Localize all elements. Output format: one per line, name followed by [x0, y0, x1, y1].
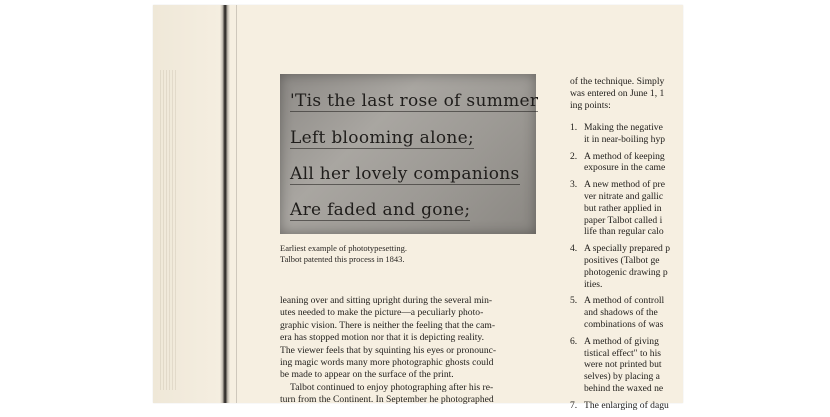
list-number: 2. [570, 150, 578, 162]
body-line: era has stopped motion nor that it is depicting reality. [280, 332, 484, 344]
binding-fold [220, 5, 230, 403]
body-line: Talbot continued to enjoy photographing after his re- [290, 381, 494, 393]
list-line: combinations of was [584, 318, 664, 330]
list-item [570, 151, 710, 175]
list-line: A specially prepared p [584, 243, 671, 255]
body-line: utes needed to make the picture—a peculiarly photo- [280, 307, 484, 319]
scanned-page [153, 5, 683, 411]
list-line: A new method of pre [584, 179, 665, 191]
body-line: The viewer feels that by squinting his eyes or pronounc- [280, 344, 497, 356]
intro-line: of the technique. Simply [570, 76, 665, 87]
list-line: The enlarging of dagu [584, 399, 669, 411]
numbered-list [570, 122, 710, 417]
intro-line: was entered on June 1, 1 [570, 87, 665, 99]
list-number: 3. [570, 179, 578, 191]
body-line: be made to appear on the surface of the print. [280, 369, 454, 381]
list-line: A method of controll [584, 295, 665, 307]
list-number: 1. [570, 122, 578, 133]
list-line: positives (Talbot ge [584, 254, 660, 266]
list-line: ver nitrate and gallic [584, 190, 664, 202]
plate-text-line: 'Tis the last rose of summer [290, 91, 539, 111]
list-item [570, 122, 710, 146]
phototypesetting-plate-image [280, 74, 539, 234]
list-line: life than regular calo [584, 226, 664, 238]
list-item [570, 295, 710, 330]
right-text-column [570, 76, 683, 411]
body-line: leaning over and sitting upright during the several min- [280, 295, 493, 306]
list-line: exposure in the came [584, 162, 666, 174]
list-number: 5. [570, 295, 578, 307]
list-number: 6. [570, 335, 578, 347]
list-line: behind the waxed ne [584, 382, 664, 394]
body-line: graphic vision. There is neither the feeling that the cam- [280, 319, 496, 331]
list-number: 7. [570, 399, 578, 411]
list-line: but rather applied in [584, 202, 662, 214]
list-line: ities. [584, 278, 603, 290]
list-line: Making the negative [584, 122, 663, 133]
list-item [570, 336, 710, 395]
list-line: it in near-boiling hyp [584, 133, 666, 145]
body-line: ing magic words many more photographic ghosts could [280, 357, 494, 369]
list-line: photogenic drawing p [584, 266, 668, 278]
body-line: turn from the Continent. In September he photographed [280, 394, 494, 406]
list-item [570, 179, 710, 238]
intro-line: ing points: [570, 99, 611, 111]
list-item [570, 243, 710, 290]
plate-text-line: Are faded and gone; [290, 200, 471, 220]
figure-caption [280, 243, 540, 264]
plate-text-line: Left blooming alone; [290, 128, 475, 148]
list-number: 4. [570, 243, 578, 255]
list-line: tistical effect" to his [584, 347, 662, 359]
list-line: A method of keeping [584, 150, 665, 162]
list-line: selves) by placing a [584, 371, 660, 383]
list-line: paper Talbot called i [584, 214, 663, 226]
fold-edge [236, 5, 237, 403]
list-line: and shadows of the [584, 307, 658, 319]
body-text-column [280, 295, 542, 407]
list-item [570, 400, 710, 412]
list-line: A method of giving [584, 335, 659, 347]
list-line: were not printed but [584, 359, 662, 371]
bleed-through-shadow [160, 70, 176, 390]
plate-text-line: All her lovely companions [290, 164, 520, 184]
caption-line: Earliest example of phototypesetting. [280, 243, 407, 253]
caption-line: Talbot patented this process in 1843. [280, 253, 405, 264]
